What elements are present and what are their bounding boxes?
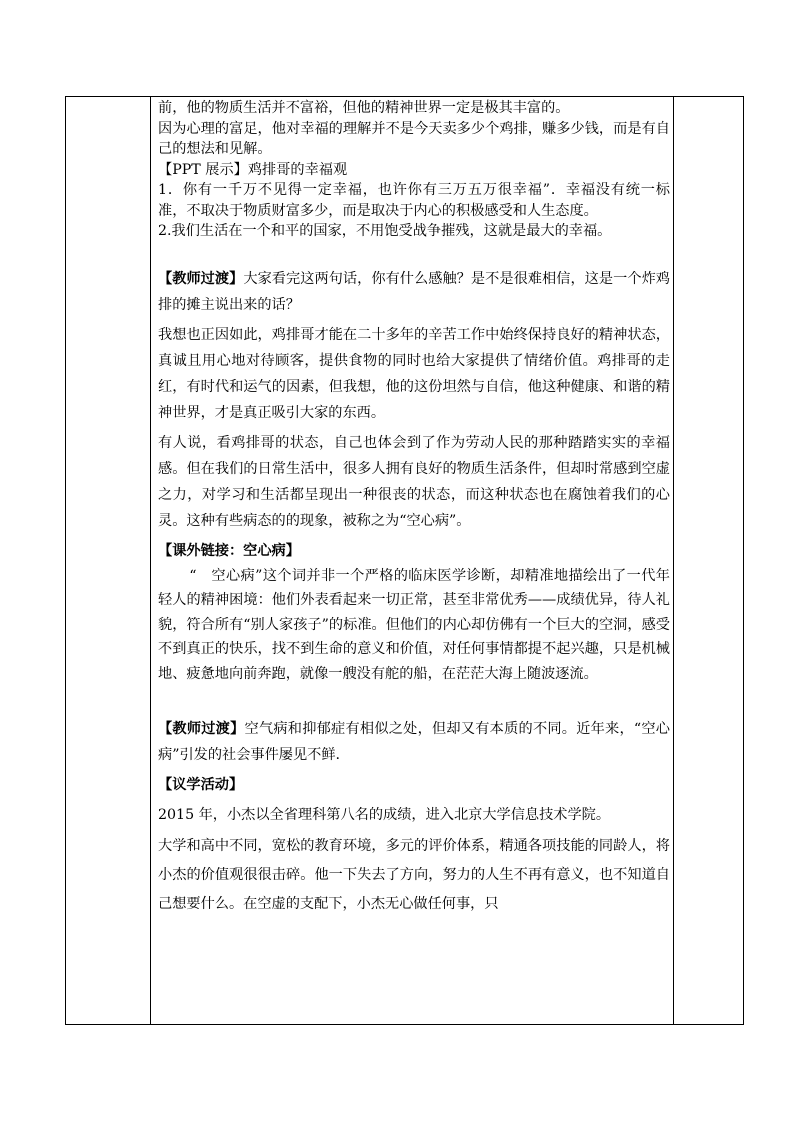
ppt-label: 【PPT 展示】: [158, 161, 248, 178]
teacher-transition-label: 【教师过渡】: [158, 270, 244, 287]
paragraph-xiaojie-university: 大学和高中不同，宽松的教育环境，多元的评价体系，精通各项技能的同龄人，将小杰的价值观很很击碎。他一下失去了方向，努力的人生不再有意义，也不知道自己想要什么。在空虚的支配下，小杰无心做任何事，只: [158, 838, 670, 912]
extracurricular-link-heading: 【课外链接：空心病】: [158, 542, 300, 559]
paragraph-hollow-heart: 有人说，看鸡排哥的状态，自己也体会到了作为劳动人民的那种踏踏实实的幸福感。但在我们的日常生活中，很多人拥有良好的物质生活条件，但却时常感到空虚之力，对学习和生活都呈现出一种很丧的状态，而这种状态也在腐蚀着我们的心灵。这种有些病态的的现象，被称之为“空心病”。: [158, 434, 670, 529]
ppt-item-1: 1．你有一千万不见得一定幸福，也许你有三万五万很幸福”．幸福没有统一标准，不取决于物质财富多少，而是取决于内心的积极感受和人生态度。: [158, 182, 670, 219]
teacher-transition-label-2: 【教师过渡】: [158, 721, 245, 737]
paragraph-happiness-understanding: 因为心理的富足，他对幸福的理解并不是今天卖多少个鸡排，赚多少钱，而是有自己的想法和见解。: [158, 120, 670, 157]
paragraph-material-life: 前，他的物质生活并不富裕，但他的精神世界一定是极其丰富的。: [158, 100, 570, 116]
teacher-transition-2: [158, 716, 670, 768]
paragraph-xiaojie-admission: 2015 年，小杰以全省理科第八名的成绩，进入北京大学信息技术学院。: [158, 807, 611, 823]
hollow-heart-quote: “ 空心病”这个词并非一个严格的临床医学诊断，却精准地描绘出了一代年轻人的精神困境：他们外表看起来一切正常，甚至非常优秀——成绩优异，待人礼貌，符合所有“别人家孩子”的标准。但他们的内心却仿佛有一个巨大的空洞，感受不到真正的快乐，找不到生命的意义和价值，对任何事情都提不起兴趣，只是机械地、疲惫地向前奔跑，就像一艘没有舵的船，在茫茫大海上随波逐流。: [158, 567, 670, 682]
ppt-item-2: 2.我们生活在一个和平的国家，不用饱受战争摧残，这就是最大的幸福。: [158, 223, 612, 239]
ppt-title: 鸡排哥的幸福观: [247, 161, 348, 178]
teacher-transition-1: [158, 266, 670, 318]
lesson-content-cell: [158, 96, 670, 919]
table-column-divider-left: [150, 97, 151, 1024]
table-column-divider-right: [673, 97, 674, 1024]
teacher-transition-text: 大家看完这两句话，你有什么感触？是不是很难相信，这是一个炸鸡排的摊主说出来的话？: [158, 270, 670, 313]
teacher-transition-text-2: 空气病和抑郁症有相似之处，但却又有本质的不同。近年来，“空心病”引发的社会事件屡见不鲜.: [158, 721, 670, 763]
paragraph-spirit-state: 我想也正因如此，鸡排哥才能在二十多年的辛苦工作中始终保持良好的精神状态，真诚且用心地对待顾客，提供食物的同时也给大家提供了情绪价值。鸡排哥的走红，有时代和运气的因素，但我想，他的这份坦然与自信，他这种健康、和谐的精神世界，才是真正吸引大家的东西。: [158, 326, 670, 421]
discussion-activity-heading: 【议学活动】: [158, 777, 244, 793]
ppt-heading: [158, 160, 670, 181]
